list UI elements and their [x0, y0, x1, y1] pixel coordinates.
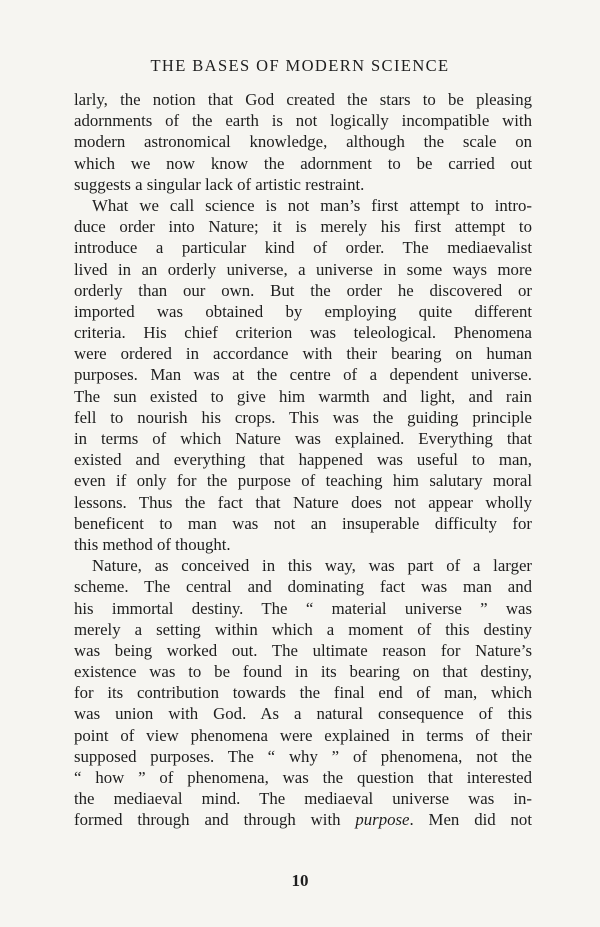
- text-line: [74, 725, 532, 746]
- text-line: [74, 428, 532, 449]
- text-line: [74, 576, 532, 597]
- text-line: [74, 216, 532, 237]
- line-text: What we call science is not man’s first attempt to intro-: [92, 195, 532, 215]
- text-line: [74, 259, 532, 280]
- text-line: [74, 89, 532, 110]
- line-text: purposes. Man was at the centre of a dependent universe.: [74, 365, 532, 385]
- text-line: [74, 809, 532, 830]
- paragraph: [74, 195, 532, 555]
- text-line: [74, 174, 532, 195]
- line-text: duce order into Nature; it is merely his first attempt to: [74, 217, 532, 237]
- text-line: [74, 280, 532, 301]
- line-text: existence was to be found in its bearing on that destiny,: [74, 662, 532, 682]
- text-line: [74, 640, 532, 661]
- line-text: beneficent to man was not an insuperable difficulty for: [74, 513, 532, 533]
- line-text: scheme. The central and dominating fact was man and: [74, 577, 532, 597]
- text-line: [74, 343, 532, 364]
- text-line: [74, 322, 532, 343]
- line-text: was being worked out. The ultimate reason for Nature’s: [74, 640, 532, 660]
- line-text: was union with God. As a natural consequence of this: [74, 704, 532, 724]
- text-line: [74, 703, 532, 724]
- line-text: were ordered in accordance with their bearing on human: [74, 344, 532, 364]
- text-line: [74, 449, 532, 470]
- italic-word: purpose: [355, 810, 410, 830]
- text-line: [74, 767, 532, 788]
- text-line: [74, 492, 532, 513]
- text-line: [74, 407, 532, 428]
- line-text: adornments of the earth is not logically incompatible with: [74, 111, 532, 131]
- text-line: [74, 153, 532, 174]
- body-text: [74, 89, 532, 831]
- line-text: supposed purposes. The “ why ” of phenomena, not the: [74, 746, 532, 766]
- paragraph: [74, 555, 532, 830]
- line-text: this method of thought.: [74, 534, 231, 554]
- text-line: [74, 301, 532, 322]
- line-text: which we now know the adornment to be carried out: [74, 153, 532, 173]
- line-text: fell to nourish his crops. This was the guiding principle: [74, 407, 532, 427]
- text-line: [74, 237, 532, 258]
- line-text: larly, the notion that God created the stars to be pleasing: [74, 90, 532, 109]
- line-text: his immortal destiny. The “ material universe ” was: [74, 598, 532, 618]
- line-text: Nature, as conceived in this way, was part of a larger: [92, 556, 532, 576]
- line-text: “ how ” of phenomena, was the question that interested: [74, 768, 532, 787]
- line-text: even if only for the purpose of teaching him salutary moral: [74, 471, 532, 491]
- text-line: [74, 195, 532, 216]
- paragraph: [74, 89, 532, 195]
- line-text: the mediaeval mind. The mediaeval universe was in-: [74, 789, 532, 809]
- text-line: [74, 110, 532, 131]
- line-text: existed and everything that happened was useful to man,: [74, 450, 532, 470]
- line-text: introduce a particular kind of order. The mediaevalist: [74, 238, 532, 258]
- line-text: point of view phenomena were explained in terms of their: [74, 725, 532, 745]
- text-line: [74, 788, 532, 809]
- text-line: [74, 470, 532, 491]
- page-number: 10: [291, 871, 309, 890]
- text-line: [74, 746, 532, 767]
- text-line: [74, 619, 532, 640]
- line-text: . Men did not: [409, 810, 532, 830]
- line-text: merely a setting within which a moment of this destiny: [74, 619, 532, 639]
- line-text: lived in an orderly universe, a universe in some ways more: [74, 259, 532, 279]
- text-line: [74, 534, 532, 555]
- text-line: [74, 555, 532, 576]
- running-head: THE BASES OF MODERN SCIENCE: [150, 56, 450, 75]
- text-line: [74, 661, 532, 682]
- line-text: criteria. His chief criterion was teleological. Phenomena: [74, 323, 532, 343]
- line-text: lessons. Thus the fact that Nature does not appear wholly: [74, 492, 532, 512]
- line-text: formed through and through with: [74, 810, 356, 830]
- line-text: modern astronomical knowledge, although the scale on: [74, 132, 532, 152]
- line-text: in terms of which Nature was explained. Everything that: [74, 429, 532, 448]
- line-text: imported was obtained by employing quite different: [74, 301, 532, 321]
- text-line: [74, 364, 532, 385]
- text-line: [74, 131, 532, 152]
- text-line: [74, 513, 532, 534]
- line-text: for its contribution towards the final end of man, which: [74, 683, 532, 703]
- line-text: The sun existed to give him warmth and light, and rain: [74, 386, 532, 406]
- line-text: orderly than our own. But the order he discovered or: [74, 280, 532, 300]
- text-line: [74, 598, 532, 619]
- text-line: [74, 386, 532, 407]
- text-line: [74, 682, 532, 703]
- line-text: suggests a singular lack of artistic restraint.: [74, 174, 365, 194]
